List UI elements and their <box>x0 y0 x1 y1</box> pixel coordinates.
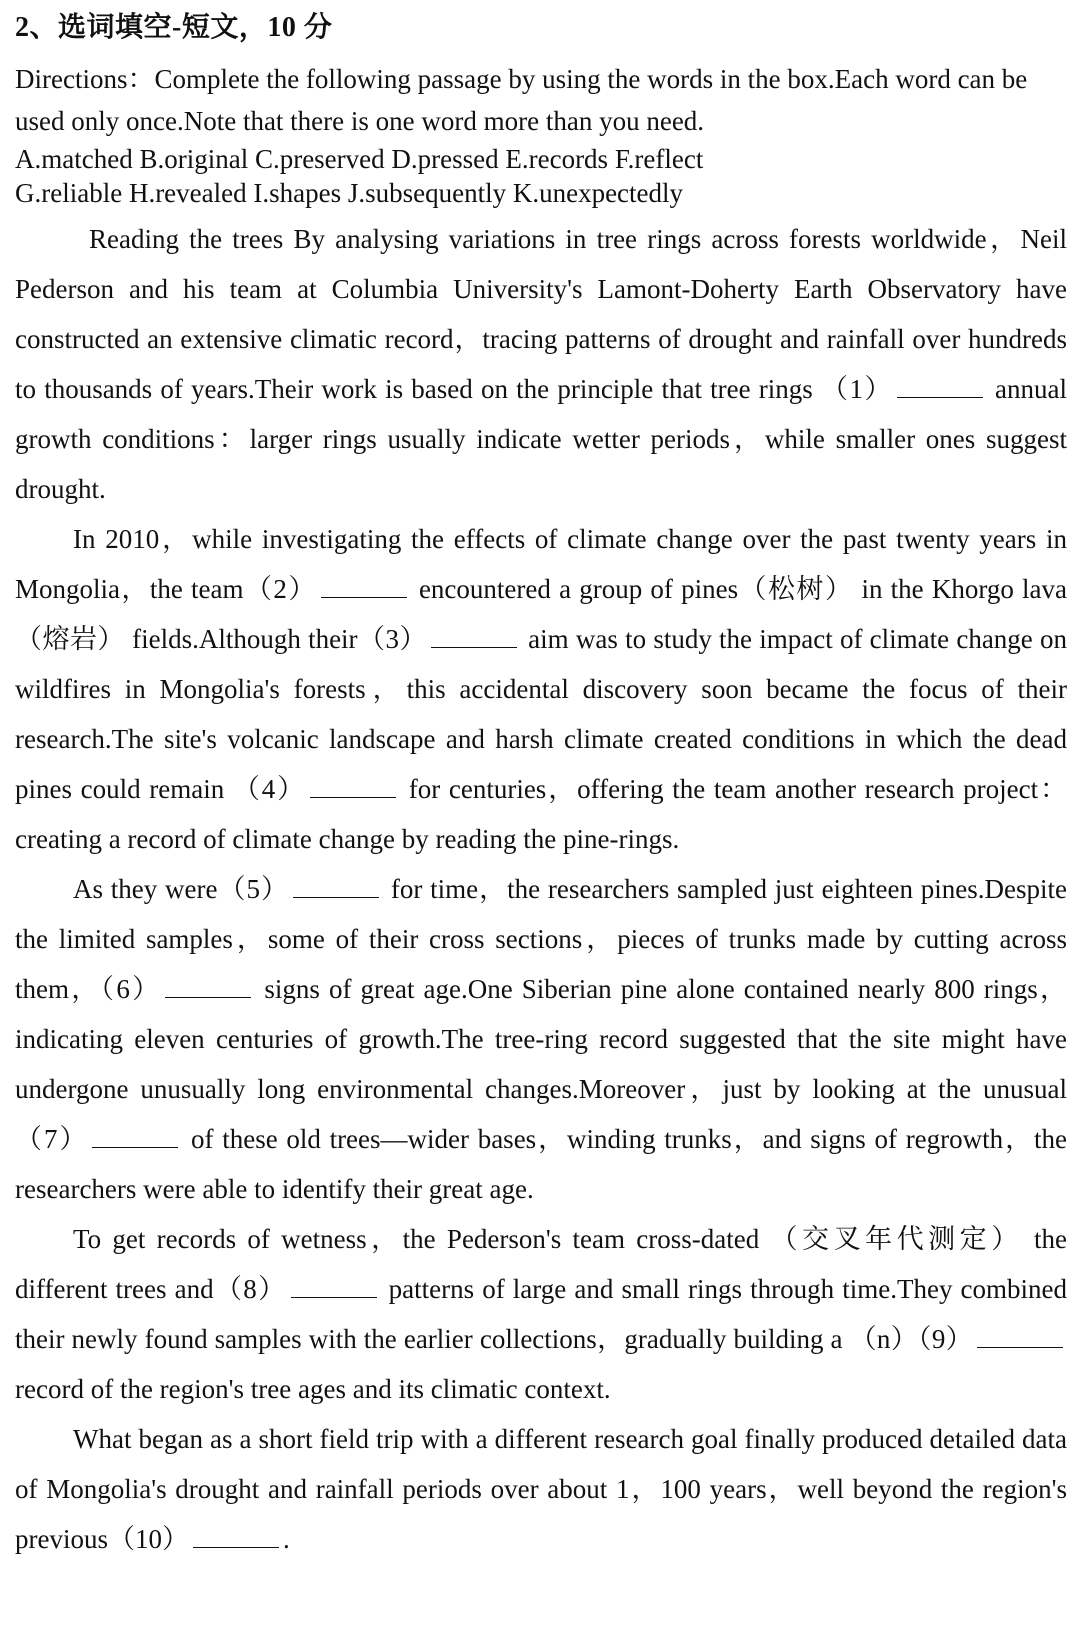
word-bank <box>15 142 1067 210</box>
passage-paragraph-4 <box>15 1214 1067 1414</box>
p5-text-b: . <box>282 1524 290 1554</box>
p4-text-c: record of the region's tree ages and its climatic context. <box>15 1374 611 1404</box>
p5-text-a: What began as a short field trip with a different research goal finally produced detailed data of Mongolia's drought and rainfall periods over about 1，100 years，well beyond the region's previous <box>15 1424 1067 1554</box>
blank-5[interactable] <box>293 875 379 898</box>
blank-10[interactable] <box>193 1525 279 1548</box>
p4-text-a: To get records of wetness，the Pederson's team cross-dated （交叉年代测定） the different trees and <box>15 1224 1067 1304</box>
p2-text-a: In 2010，while investigating the effects of climate change over the past twenty years in Mongolia，the team <box>15 524 1067 604</box>
p1-text-a: Reading the trees By analysing variations in tree rings across forests worldwide，Neil Pederson and his team at Columbia University's Lamont-Doherty Earth Observatory have constructed an extensive climatic record，tracing patterns of drought and rainfall over hundreds to thousands of years.Their work is based on the principle that tree rings <box>15 224 1067 404</box>
blank-number-5: （5） <box>217 874 290 904</box>
blank-4[interactable] <box>310 775 396 798</box>
blank-number-7: （7） <box>15 1124 89 1154</box>
p1-text-b: annual growth conditions：larger rings usually indicate wetter periods，while smaller ones suggest drought. <box>15 374 1068 504</box>
word-bank-line-2: G.reliable H.revealed I.shapes J.subsequently K.unexpectedly <box>15 178 684 208</box>
p2-text-c: aim was to study the impact of climate change on wildfires in Mongolia's forests，this accidental discovery soon became the focus of their research.The site's volcanic landscape and harsh climate created conditions in which the dead pines could remain <box>15 624 1068 804</box>
blank-number-3: （3） <box>357 624 427 654</box>
p3-text-c: signs of great age.One Siberian pine alone contained nearly 800 rings，indicating eleven centuries of growth.The tree-ring record suggested that the site might have undergone unusually long environmental changes.Moreover，just by looking at the unusual <box>15 974 1068 1104</box>
passage-paragraph-3 <box>15 864 1067 1214</box>
passage-paragraph-2 <box>15 514 1067 864</box>
blank-1[interactable] <box>897 375 983 398</box>
blank-3[interactable] <box>431 625 517 648</box>
p2-text-b: encountered a group of pines（松树） in the Khorgo lava （熔岩） fields.Although their <box>15 574 1067 654</box>
blank-6[interactable] <box>165 975 251 998</box>
blank-number-8: （8） <box>213 1274 287 1304</box>
question-heading: 2、选词填空-短文，10 分 <box>15 12 333 43</box>
question-page <box>15 8 1067 1564</box>
blank-2[interactable] <box>321 575 407 598</box>
p3-text-b: for time，the researchers sampled just eighteen pines.Despite the limited samples，some of their cross sections，pieces of trunks made by cutting across them， <box>15 874 1068 1004</box>
passage-paragraph-1 <box>15 214 1067 514</box>
blank-number-2: （2） <box>243 574 317 604</box>
blank-number-9: （9） <box>918 1324 973 1354</box>
p3-text-a: As they were <box>73 874 218 904</box>
passage-paragraph-5 <box>15 1414 1067 1564</box>
p3-text-d: of these old trees—wider bases，winding trunks，and signs of regrowth，the researchers were able to identify their great age. <box>15 1124 1068 1204</box>
blank-8[interactable] <box>291 1275 377 1298</box>
blank-number-1: （1） <box>821 374 893 404</box>
directions-text: Directions：Complete the following passage by using the words in the box.Each word can be used only once.Note that there is one word more than you need. <box>15 64 1028 136</box>
blank-number-6: （6） <box>100 974 162 1004</box>
blank-number-4: （4） <box>232 774 307 804</box>
blank-number-10: （10） <box>107 1524 189 1554</box>
p4-text-b: patterns of large and small rings through time.They combined their newly found samples with the earlier collections，gradually building a （n） <box>15 1274 1068 1354</box>
blank-9[interactable] <box>977 1325 1063 1348</box>
blank-7[interactable] <box>92 1125 178 1148</box>
word-bank-line-1: A.matched B.original C.preserved D.pressed E.records F.reflect <box>15 144 704 174</box>
p2-text-d: for centuries，offering the team another research project：creating a record of climate change by reading the pine-rings. <box>15 774 1068 854</box>
